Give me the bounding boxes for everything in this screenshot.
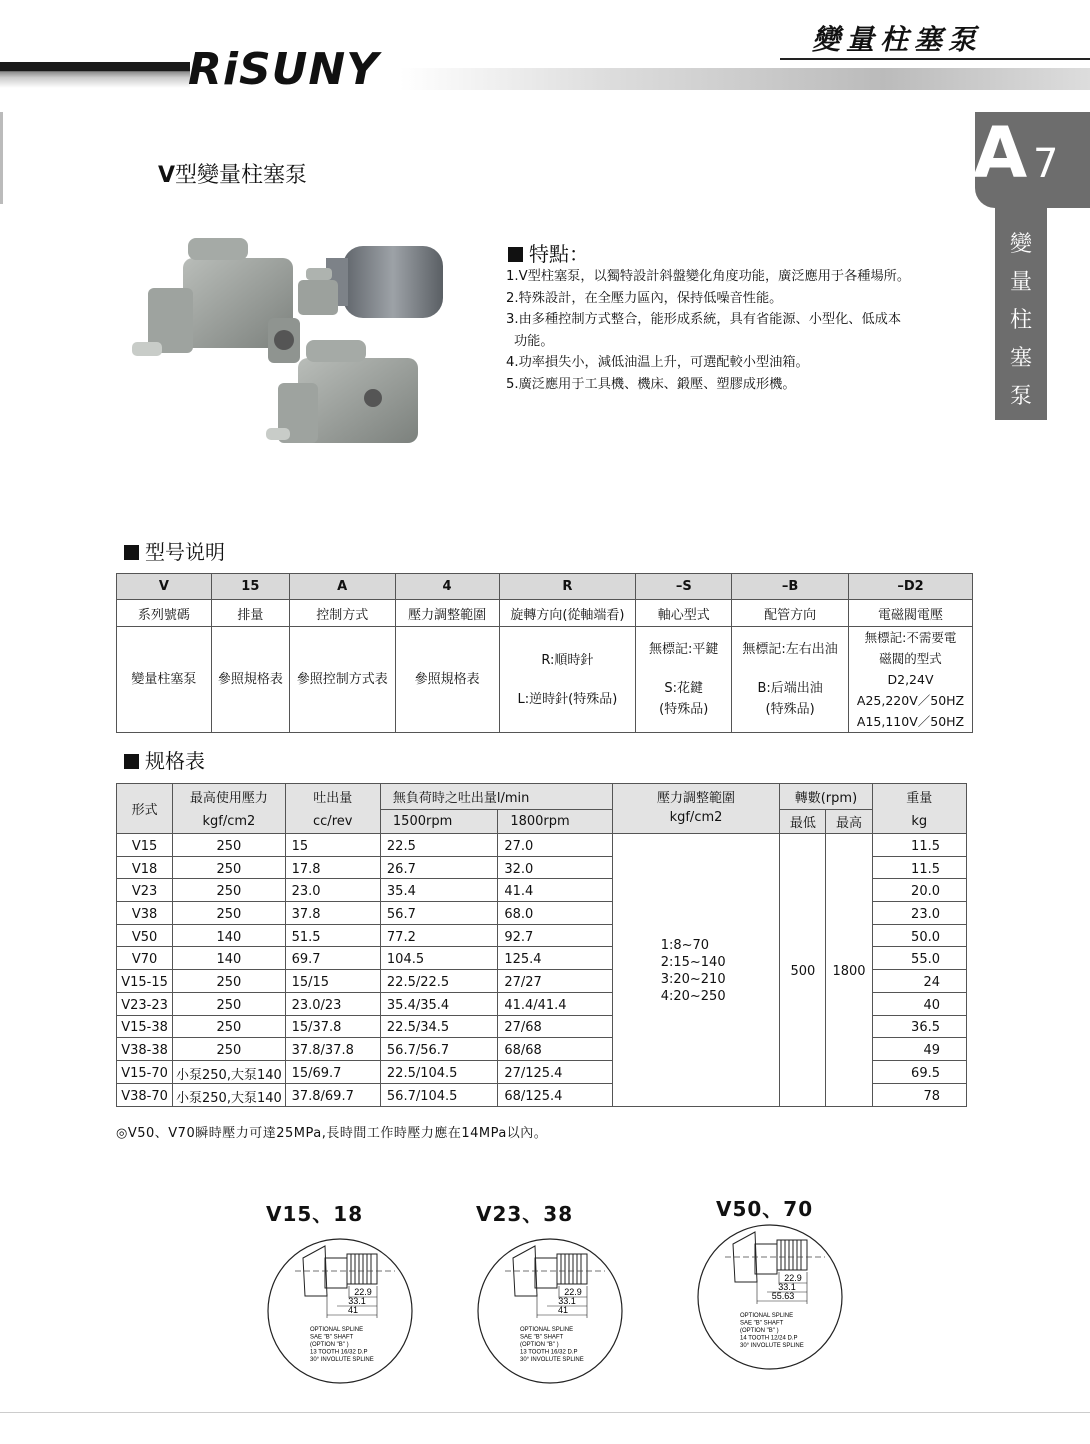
spec-cell: 41.4 bbox=[498, 879, 612, 902]
spec-cell: V15-15 bbox=[117, 970, 173, 993]
header-weight: 重量 bbox=[872, 784, 966, 810]
category-underline bbox=[780, 58, 1090, 60]
spec-cell: V38-38 bbox=[117, 1038, 173, 1061]
detail-line: 無標記:不需要電 bbox=[864, 630, 957, 645]
spec-cell: V23-23 bbox=[117, 992, 173, 1015]
header-adj: 壓力調整範圍 bbox=[612, 784, 780, 810]
features-heading bbox=[508, 238, 589, 267]
detail-line: A15,110V／50HZ bbox=[856, 714, 965, 729]
dimension-label: 33.1 bbox=[558, 1296, 576, 1306]
pressure-range-line: 4:20~250 bbox=[660, 989, 726, 1005]
brand-logo: RiSUNY bbox=[188, 44, 380, 95]
square-bullet-icon bbox=[124, 754, 139, 769]
page-title bbox=[158, 158, 307, 189]
label-cell: 排量 bbox=[211, 600, 289, 627]
spline-spec-text: (OPTION "B" ) bbox=[740, 1328, 779, 1334]
header-no-load: 無負荷時之吐出量l/min bbox=[380, 784, 612, 810]
dimension-label: 41 bbox=[557, 1305, 569, 1315]
spline-spec-text: 30° INVOLUTE SPLINE bbox=[740, 1343, 804, 1349]
pressure-range-line: 1:8~70 bbox=[660, 938, 710, 954]
spec-cell: 56.7/56.7 bbox=[380, 1038, 497, 1061]
feature-item: 3.由多種控制方式整合，能形成系統，具有省能源、小型化、低成本 bbox=[506, 312, 902, 328]
detail-line: S:花鍵 bbox=[664, 681, 704, 696]
spec-cell: V50 bbox=[117, 924, 173, 947]
code-cell: –S bbox=[636, 574, 732, 600]
shaft-spline-drawing bbox=[475, 1236, 625, 1386]
spec-cell: 15 bbox=[285, 834, 380, 857]
spec-cell: V38 bbox=[117, 902, 173, 925]
spec-cell: V15 bbox=[117, 834, 173, 857]
feature-item: 1.V型柱塞泵，以獨特設計斜盤變化角度功能，廣泛應用于各種場所。 bbox=[506, 269, 911, 284]
spline-spec-text: SAE "B" SHAFT bbox=[310, 1334, 354, 1341]
spec-row bbox=[117, 834, 967, 857]
model-heading-text: 型号说明 bbox=[145, 540, 225, 564]
detail-line: 磁閥的型式 bbox=[879, 651, 942, 666]
detail-line: B:后端出油 bbox=[757, 681, 823, 696]
dimension-label: 22.9 bbox=[784, 1273, 802, 1283]
spec-cell: 250 bbox=[173, 902, 285, 925]
spec-cell: V18 bbox=[117, 856, 173, 879]
tab-char: 變 bbox=[1009, 232, 1032, 257]
spec-cell: 37.8/37.8 bbox=[285, 1038, 380, 1061]
header-rpm1800: 1800rpm bbox=[498, 810, 612, 834]
spec-cell: 56.7 bbox=[380, 902, 497, 925]
spec-cell: 140 bbox=[173, 924, 285, 947]
spec-cell: 250 bbox=[173, 970, 285, 993]
spec-cell: 69.5 bbox=[872, 1060, 966, 1083]
spec-cell: 22.5 bbox=[380, 834, 497, 857]
spec-cell: 55.0 bbox=[872, 947, 966, 970]
spec-cell: 250 bbox=[173, 1015, 285, 1038]
spec-cell: 23.0 bbox=[872, 902, 966, 925]
detail-cell-rotation bbox=[499, 627, 636, 733]
spec-cell: 49 bbox=[872, 1038, 966, 1061]
spec-cell: V70 bbox=[117, 947, 173, 970]
code-cell: –D2 bbox=[849, 574, 973, 600]
spec-cell: 11.5 bbox=[872, 856, 966, 879]
header-speed-min: 最低 bbox=[780, 810, 826, 834]
spec-cell: 37.8/69.7 bbox=[285, 1083, 380, 1106]
features-list bbox=[506, 266, 966, 396]
label-cell: 壓力調整範圍 bbox=[395, 600, 499, 627]
pressure-note: ◎V50、V70瞬時壓力可達25MPa,長時間工作時壓力應在14MPa以內。 bbox=[116, 1126, 548, 1141]
page-title-rest: 型變量柱塞泵 bbox=[175, 163, 308, 188]
detail-line: (特殊品) bbox=[765, 702, 815, 717]
spec-cell: 32.0 bbox=[498, 856, 612, 879]
label-cell: 電磁閥電壓 bbox=[849, 600, 973, 627]
spec-cell: 27/125.4 bbox=[498, 1060, 612, 1083]
code-cell: 4 bbox=[395, 574, 499, 600]
spline-spec-text: 14 TOOTH 12/24 D.P bbox=[740, 1335, 798, 1342]
detail-line: 無標記:左右出油 bbox=[742, 642, 838, 657]
spline-spec-text: OPTIONAL SPLINE bbox=[520, 1327, 574, 1333]
model-code-row bbox=[117, 574, 973, 600]
shaft-spline-drawing bbox=[265, 1236, 415, 1386]
page-title-prefix: V bbox=[158, 163, 176, 188]
spec-cell: 56.7/104.5 bbox=[380, 1083, 497, 1106]
header-rpm1500: 1500rpm bbox=[380, 810, 497, 834]
detail-line: D2,24V bbox=[887, 672, 934, 687]
spec-cell: 92.7 bbox=[498, 924, 612, 947]
shaft-title: V23、38 bbox=[476, 1202, 574, 1226]
spec-cell: 35.4 bbox=[380, 879, 497, 902]
spec-heading bbox=[124, 745, 205, 774]
feature-item: 4.功率損失小，減低油温上升，可選配較小型油箱。 bbox=[506, 355, 809, 371]
pump-product-photo bbox=[128, 228, 458, 458]
model-heading bbox=[124, 536, 225, 565]
spec-cell: 69.7 bbox=[285, 947, 380, 970]
dimension-label: 33.1 bbox=[778, 1282, 796, 1292]
spec-cell: 15/37.8 bbox=[285, 1015, 380, 1038]
spec-cell: 50.0 bbox=[872, 924, 966, 947]
spec-cell: 20.0 bbox=[872, 879, 966, 902]
spec-cell: 22.5/34.5 bbox=[380, 1015, 497, 1038]
detail-cell: 變量柱塞泵 bbox=[117, 627, 212, 733]
pressure-range-cell bbox=[612, 834, 780, 1107]
spec-cell: 27/68 bbox=[498, 1015, 612, 1038]
detail-cell: 參照規格表 bbox=[211, 627, 289, 733]
spec-cell: 250 bbox=[173, 834, 285, 857]
section-tab-text bbox=[1000, 226, 1042, 416]
speed-min-cell: 500 bbox=[780, 834, 826, 1107]
feature-item: 5.廣泛應用于工具機、機床、鍛壓、塑膠成形機。 bbox=[506, 376, 796, 392]
detail-cell: 參照控制方式表 bbox=[289, 627, 395, 733]
header-unit: kg bbox=[872, 810, 966, 834]
detail-line: R:順時針 bbox=[541, 652, 594, 668]
dimension-label: 22.9 bbox=[354, 1287, 372, 1297]
code-cell: 15 bbox=[211, 574, 289, 600]
square-bullet-icon bbox=[508, 247, 523, 262]
spec-cell: 17.8 bbox=[285, 856, 380, 879]
spec-cell: 27/27 bbox=[498, 970, 612, 993]
label-cell: 旋轉方向(從軸端看) bbox=[499, 600, 636, 627]
model-detail-row bbox=[117, 627, 973, 733]
spline-spec-text: SAE "B" SHAFT bbox=[740, 1320, 784, 1327]
spec-cell: 77.2 bbox=[380, 924, 497, 947]
spec-table-body bbox=[117, 834, 967, 1107]
spec-cell: 35.4/35.4 bbox=[380, 992, 497, 1015]
spec-cell: V15-70 bbox=[117, 1060, 173, 1083]
category-title: 變量柱塞泵 bbox=[812, 23, 983, 56]
feature-item: 功能。 bbox=[514, 333, 554, 349]
tab-char: 塞 bbox=[1009, 346, 1032, 371]
spline-spec-text: OPTIONAL SPLINE bbox=[740, 1313, 794, 1319]
feature-item: 2.特殊設計，在全壓力區內，保持低噪音性能。 bbox=[506, 290, 783, 306]
spec-cell: 250 bbox=[173, 1038, 285, 1061]
spec-cell: 51.5 bbox=[285, 924, 380, 947]
dimension-label: 41 bbox=[347, 1305, 359, 1315]
model-label-row bbox=[117, 600, 973, 627]
spec-cell: 15/69.7 bbox=[285, 1060, 380, 1083]
spec-cell: 140 bbox=[173, 947, 285, 970]
spline-spec-text: (OPTION "B" ) bbox=[310, 1342, 349, 1348]
square-bullet-icon bbox=[124, 545, 139, 560]
header-max-pressure: 最高使用壓力 bbox=[173, 784, 285, 810]
spec-cell: 125.4 bbox=[498, 947, 612, 970]
header-bar-right bbox=[400, 68, 1090, 90]
dimension-label: 22.9 bbox=[564, 1287, 582, 1297]
tab-char: 量 bbox=[1009, 270, 1032, 295]
pressure-range-line: 2:15~140 bbox=[660, 955, 726, 971]
section-tab bbox=[975, 112, 1090, 208]
spec-heading-text: 规格表 bbox=[145, 749, 205, 773]
spec-cell: 24 bbox=[872, 970, 966, 993]
spec-cell: 22.5/22.5 bbox=[380, 970, 497, 993]
label-cell: 控制方式 bbox=[289, 600, 395, 627]
spec-cell: 36.5 bbox=[872, 1015, 966, 1038]
dimension-label: 55.63 bbox=[771, 1291, 795, 1301]
detail-cell: 參照規格表 bbox=[395, 627, 499, 733]
header-speed: 轉數(rpm) bbox=[780, 784, 872, 810]
spec-cell: 15/15 bbox=[285, 970, 380, 993]
header-unit: kgf/cm2 bbox=[612, 810, 780, 834]
spec-cell: 小泵250,大泵140 bbox=[173, 1060, 285, 1083]
spec-cell: 104.5 bbox=[380, 947, 497, 970]
speed-max-cell: 1800 bbox=[826, 834, 872, 1107]
spec-cell: V23 bbox=[117, 879, 173, 902]
header-model: 形式 bbox=[117, 784, 173, 834]
spec-cell: 250 bbox=[173, 879, 285, 902]
left-edge-mark bbox=[0, 112, 3, 204]
label-cell: 系列號碼 bbox=[117, 600, 212, 627]
model-code-table bbox=[116, 573, 973, 733]
shaft-spline-drawing bbox=[695, 1222, 845, 1372]
spec-cell: 68/125.4 bbox=[498, 1083, 612, 1106]
detail-line: 無標記:平鍵 bbox=[649, 642, 719, 657]
section-number: 7 bbox=[1033, 141, 1059, 187]
shaft-title: V50、70 bbox=[716, 1197, 814, 1221]
features-heading-text: 特點： bbox=[529, 242, 589, 266]
label-cell: 配管方向 bbox=[732, 600, 849, 627]
spline-spec-text: (OPTION "B" ) bbox=[520, 1342, 559, 1348]
spec-cell: 40 bbox=[872, 992, 966, 1015]
spec-cell: 27.0 bbox=[498, 834, 612, 857]
spec-table bbox=[116, 783, 967, 1107]
spec-cell: 26.7 bbox=[380, 856, 497, 879]
header-unit: kgf/cm2 bbox=[173, 810, 285, 834]
spline-spec-text: 30° INVOLUTE SPLINE bbox=[310, 1357, 374, 1363]
spec-cell: 22.5/104.5 bbox=[380, 1060, 497, 1083]
header-bar-left bbox=[0, 62, 190, 88]
spec-cell: 41.4/41.4 bbox=[498, 992, 612, 1015]
spec-cell: 78 bbox=[872, 1083, 966, 1106]
spec-cell: 23.0 bbox=[285, 879, 380, 902]
detail-cell-voltage bbox=[849, 627, 973, 733]
footer-divider bbox=[0, 1412, 1090, 1413]
detail-cell-shaft bbox=[636, 627, 732, 733]
code-cell: R bbox=[499, 574, 636, 600]
pressure-range-line: 3:20~210 bbox=[660, 972, 726, 988]
detail-line: (特殊品) bbox=[659, 702, 709, 717]
detail-line: L:逆時針(特殊品) bbox=[517, 691, 618, 707]
header-unit: cc/rev bbox=[285, 810, 380, 834]
tab-char: 柱 bbox=[1009, 308, 1032, 333]
spec-cell: 68/68 bbox=[498, 1038, 612, 1061]
detail-line: A25,220V／50HZ bbox=[856, 693, 965, 708]
spec-cell: V38-70 bbox=[117, 1083, 173, 1106]
spec-cell: V15-38 bbox=[117, 1015, 173, 1038]
spline-spec-text: SAE "B" SHAFT bbox=[520, 1334, 564, 1341]
code-cell: –B bbox=[732, 574, 849, 600]
dimension-label: 33.1 bbox=[348, 1296, 366, 1306]
tab-char: 泵 bbox=[1009, 384, 1032, 409]
label-cell: 軸心型式 bbox=[636, 600, 732, 627]
spec-cell: 23.0/23 bbox=[285, 992, 380, 1015]
spline-spec-text: OPTIONAL SPLINE bbox=[310, 1327, 364, 1333]
spline-spec-text: 13 TOOTH 16/32 D.P bbox=[310, 1349, 368, 1356]
code-cell: V bbox=[117, 574, 212, 600]
header-speed-max: 最高 bbox=[826, 810, 872, 834]
code-cell: A bbox=[289, 574, 395, 600]
spec-cell: 小泵250,大泵140 bbox=[173, 1083, 285, 1106]
spec-cell: 250 bbox=[173, 856, 285, 879]
spline-spec-text: 13 TOOTH 16/32 D.P bbox=[520, 1349, 578, 1356]
spline-spec-text: 30° INVOLUTE SPLINE bbox=[520, 1357, 584, 1363]
spec-cell: 68.0 bbox=[498, 902, 612, 925]
spec-cell: 37.8 bbox=[285, 902, 380, 925]
spec-cell: 11.5 bbox=[872, 834, 966, 857]
section-letter: A bbox=[973, 112, 1028, 194]
shaft-title: V15、18 bbox=[266, 1202, 364, 1226]
detail-cell-piping bbox=[732, 627, 849, 733]
spec-cell: 250 bbox=[173, 992, 285, 1015]
header-flow: 吐出量 bbox=[285, 784, 380, 810]
